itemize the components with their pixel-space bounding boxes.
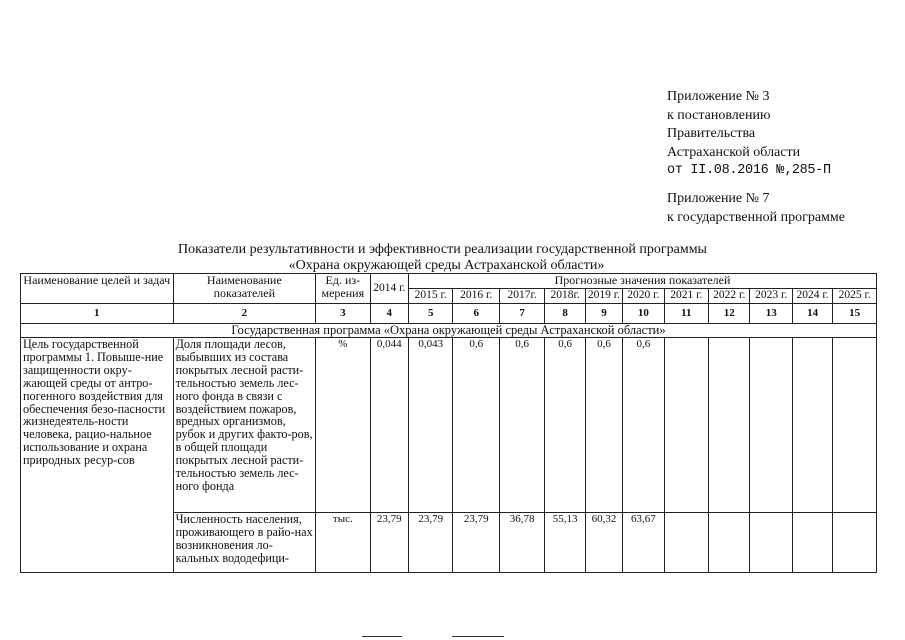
goal-cell: Цель государственной программы 1. Повыше-ние защищенности окру-жающей среды от антро-погенного воздействия для обеспечения безо-пасности жизнедеятель-ности человека, рацио-нальное использование и охрана природных ресур-сов [21,338,174,573]
indicator-value: 0,6 [545,338,585,513]
indicator-value [833,513,877,573]
indicator-value: 0,6 [585,338,622,513]
column-number: 1 [21,304,174,324]
indicator-value [664,338,708,513]
column-number: 15 [833,304,877,324]
column-number: 6 [453,304,499,324]
appendix-3-line2: к постановлению [667,107,771,123]
appendix-7-line2: к государственной программе [667,209,845,225]
header-year: 2023 г. [750,289,792,304]
header-year: 2020 г. [623,289,664,304]
indicator-value: 0,043 [409,338,453,513]
column-number: 3 [316,304,371,324]
column-number: 14 [792,304,832,324]
indicator-value: 0,6 [623,338,664,513]
header-goals: Наименование целей и задач [21,274,174,304]
appendix-3-line3: Правительства [667,126,756,141]
column-number: 7 [499,304,544,324]
indicator-value [792,338,832,513]
header-year: 2025 г. [833,289,877,304]
indicator-value [709,338,750,513]
indicator-value: 55,13 [545,513,585,573]
indicator-value: 23,79 [409,513,453,573]
appendix-3-date-number: от II.08.2016 №‚285-П [667,163,831,178]
column-number: 5 [409,304,453,324]
indicator-value [750,513,792,573]
indicator-name: Доля площади лесов, выбывших из состава покрытых лесной расти-тельностью земель лес-ного фонда в связи с воздействием пожаров, вредных организмов, рубок и других факто-ров, в общей площади покрытых лесной расти-тельностью земель лес-ного фонда [173,338,315,513]
header-year: 2016 г. [453,289,499,304]
indicator-name: Численность населения, проживающего в райо-нах возникновения ло-кальных вододефици- [173,513,315,573]
header-indicators: Наименование показателей [173,274,315,304]
column-number: 11 [664,304,708,324]
document-title-line2: «Охрана окружающей среды Астраханской области» [288,258,605,273]
header-year: 2019 г. [585,289,622,304]
header-year: 2015 г. [409,289,453,304]
indicator-value: 0,6 [499,338,544,513]
indicator-value [792,513,832,573]
appendix-7-title: Приложение № 7 [667,191,770,206]
column-number: 8 [545,304,585,324]
indicator-value: 60,32 [585,513,622,573]
indicator-value [709,513,750,573]
indicator-value: 36,78 [499,513,544,573]
header-year: 2021 г. [664,289,708,304]
indicator-value: 23,79 [453,513,499,573]
indicator-value [833,338,877,513]
appendix-3-line4: Астраханской области [667,144,801,160]
header-year: 2018г. [545,289,585,304]
scan-artifact [362,636,402,637]
indicator-unit: тыс. [316,513,371,573]
indicator-value: 23,79 [370,513,408,573]
document-title-line1: Показатели результативности и эффективности реализации государственной программы [178,242,707,257]
header-base-year: 2014 г. [370,274,408,304]
appendix-3-block [667,88,831,181]
indicator-value [750,338,792,513]
column-number: 12 [709,304,750,324]
column-number: 9 [585,304,622,324]
indicator-value: 0,6 [453,338,499,513]
appendix-3-title: Приложение № 3 [667,89,770,104]
column-number: 10 [623,304,664,324]
scan-artifact [452,636,504,637]
indicator-value [664,513,708,573]
header-year: 2022 г. [709,289,750,304]
indicator-value: 0,044 [370,338,408,513]
indicator-value: 63,67 [623,513,664,573]
column-number: 4 [370,304,408,324]
program-row: Государственная программа «Охрана окружающей среды Астраханской области» [21,324,877,338]
indicator-unit: % [316,338,371,513]
column-number: 13 [750,304,792,324]
header-year: 2017г. [499,289,544,304]
header-unit: Ед. из-мерения [316,274,371,304]
column-number: 2 [173,304,315,324]
appendix-7-block [667,190,845,227]
header-year: 2024 г. [792,289,832,304]
header-forecast: Прогнозные значения показателей [409,274,877,289]
indicators-table [20,273,877,573]
